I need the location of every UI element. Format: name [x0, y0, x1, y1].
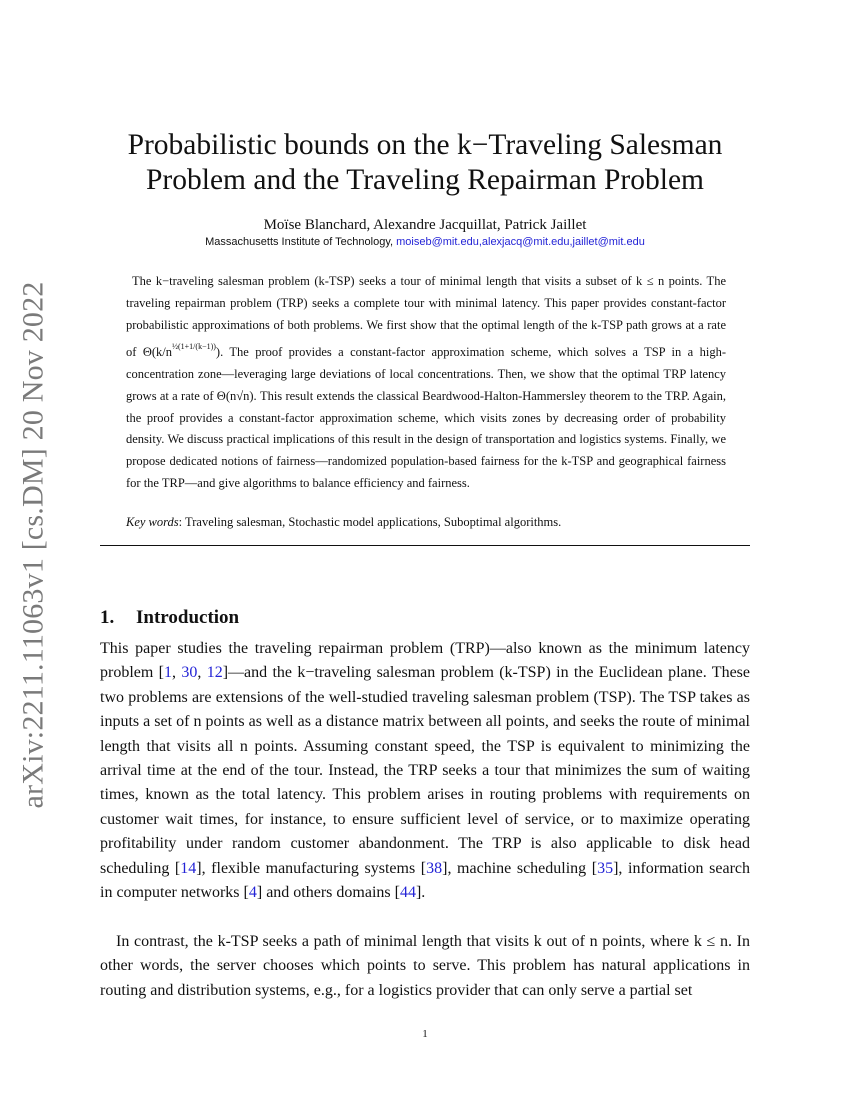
- keywords-label: Key words: [126, 515, 179, 529]
- text-run: This paper studies the traveling repairman problem (TRP)—also known as the minimum latency problem [: [100, 640, 750, 682]
- section-number: 1.: [100, 607, 115, 628]
- abstract-part-1: The k−traveling salesman problem (k-TSP) seeks a tour of minimal length that visits a subset of k ≤ n points. The traveling repairman problem (TRP) seeks a complete tour with minimal latency. This paper provides constant-factor probabilistic approximations of both problems. We first show that the optimal length of the k-TSP path grows at a rate of: [126, 274, 726, 360]
- rate-formula-close: ): [215, 345, 221, 360]
- author-list: Moïse Blanchard, Alexandre Jacquillat, Patrick Jaillet: [263, 217, 587, 233]
- citation-link[interactable]: 14: [180, 859, 197, 877]
- section-title: Introduction: [136, 607, 240, 628]
- section-heading-introduction: [100, 606, 239, 630]
- citation-link[interactable]: 38: [426, 859, 443, 877]
- text-run: ,: [172, 664, 182, 682]
- keywords-colon: :: [178, 515, 186, 529]
- citation-link[interactable]: 12: [206, 664, 223, 682]
- abstract-part-2: . The proof provides a constant-factor approximation scheme, which solves a TSP in a high-concentration zone—leveraging large deviations of local concentrations. Then, we show that the optimal TRP latency grows at a rate of Θ(n√n). This result extends the classical Beardwood-Halton-Hammersley theorem to the TRP. Again, the proof provides a constant-factor approximation scheme, which visits zones by decreasing order of probability density. We discuss practical implications of this result in the design of transportation and logistics systems. Finally, we propose dedicated notions of fairness—randomized population-based fairness for the k-TSP and geographical fairness for the TRP—and give algorithms to balance efficiency and fairness.: [126, 345, 727, 490]
- paper-title: Probabilistic bounds on the k−Traveling Salesman Problem and the Traveling Repairman Problem: [127, 129, 723, 196]
- rate-formula: [142, 342, 221, 360]
- keywords: [126, 513, 746, 531]
- text-run: ], information search in computer networks [: [100, 859, 750, 902]
- page-number: 1: [422, 1028, 428, 1040]
- citation-link[interactable]: 30: [181, 664, 198, 682]
- abstract-divider: [100, 545, 750, 546]
- affiliation: [100, 235, 750, 249]
- intro-paragraph-2: In contrast, the k-TSP seeks a path of minimal length that visits k out of n points, where k ≤ n. In other words, the server chooses which points to serve. This problem has natural applications in routing and distribution systems, e.g., for a logistics provider that can only serve a partial set: [100, 933, 750, 999]
- text-run: ,: [197, 664, 207, 682]
- arxiv-identifier: [12, 280, 54, 810]
- institution: Massachusetts Institute of Technology,: [205, 236, 394, 248]
- rate-formula-exponent: ½(1+1/(k−1)): [172, 342, 216, 352]
- intro-paragraph-1: [100, 637, 750, 905]
- text-run: ], flexible manufacturing systems [: [196, 859, 427, 877]
- abstract: [126, 271, 726, 495]
- citation-link[interactable]: 35: [597, 859, 614, 877]
- rate-formula-base: Θ(k/n: [142, 345, 172, 360]
- email-links[interactable]: moiseb@mit.edu,alexjacq@mit.edu,jaillet@mit.edu: [396, 236, 645, 248]
- arxiv-identifier-text: arXiv:2211.11063v1 [cs.DM] 20 Nov 2022: [16, 281, 49, 809]
- text-run: ].: [415, 884, 426, 902]
- text-run: ], machine scheduling [: [442, 859, 598, 877]
- citation-link[interactable]: 44: [399, 884, 416, 902]
- citation-link[interactable]: 4: [248, 884, 257, 902]
- citation-link[interactable]: 1: [164, 664, 172, 682]
- text-run: ]—and the k−traveling salesman problem (k-TSP) in the Euclidean plane. These two problems are extensions of the well-studied traveling salesman problem (TSP). The TSP takes as inputs a set of n points as well as a distance matrix between all points, and seeks the route of minimal length that visits all n points. Assuming constant speed, the TSP is equivalent to minimizing the arrival time at the end of the tour. Instead, the TRP seeks a tour that minimizes the sum of waiting times, known as the total latency. This problem arises in routing problems with requirements on customer wait times, for instance, to ensure sufficient level of service, or to maximize operating profitability under random customer abandonment. The TRP is also applicable to disk head scheduling [: [100, 664, 751, 877]
- text-run: ] and others domains [: [256, 884, 400, 902]
- keywords-text: Traveling salesman, Stochastic model applications, Suboptimal algorithms.: [185, 515, 562, 529]
